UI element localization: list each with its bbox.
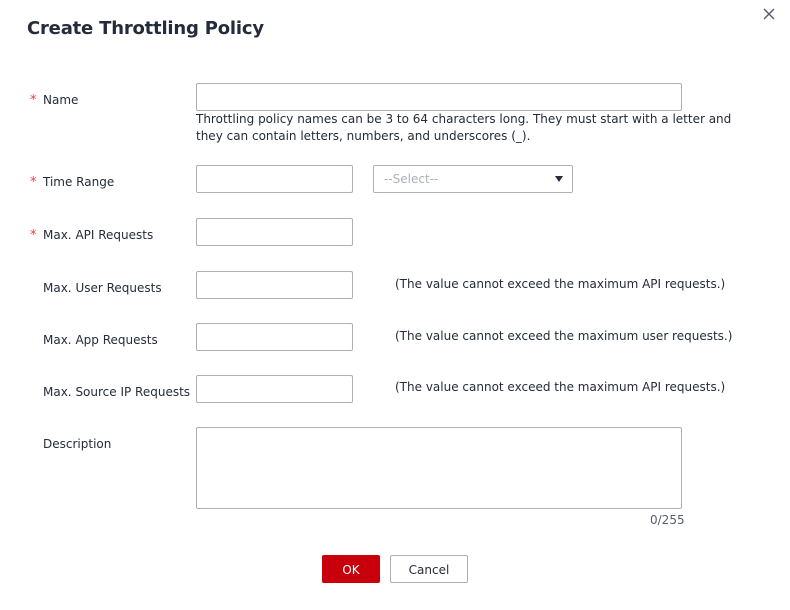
max-api-requests-input[interactable] xyxy=(196,218,353,246)
required-mark-time-range: * xyxy=(30,175,37,190)
close-icon[interactable] xyxy=(760,5,778,23)
max-user-requests-label: Max. User Requests xyxy=(43,281,162,295)
max-api-requests-label: Max. API Requests xyxy=(43,228,154,242)
name-input[interactable] xyxy=(196,83,682,111)
max-app-requests-label: Max. App Requests xyxy=(43,333,158,347)
dialog-title: Create Throttling Policy xyxy=(27,18,264,39)
max-app-requests-note: (The value cannot exceed the maximum user requests.) xyxy=(395,329,733,343)
max-app-requests-input[interactable] xyxy=(196,323,353,351)
name-label: Name xyxy=(43,93,79,107)
cancel-button[interactable]: Cancel xyxy=(390,555,468,583)
time-unit-select[interactable] xyxy=(373,165,573,193)
max-source-ip-requests-label: Max. Source IP Requests xyxy=(43,385,191,399)
max-source-ip-requests-input[interactable] xyxy=(196,375,353,403)
description-textarea[interactable] xyxy=(196,427,682,509)
description-char-counter: 0/255 xyxy=(650,513,685,527)
time-range-input[interactable] xyxy=(196,165,353,193)
required-mark-max-api-requests: * xyxy=(30,228,37,243)
description-label: Description xyxy=(43,437,112,451)
caret-down-icon xyxy=(555,176,563,182)
max-source-ip-requests-note: (The value cannot exceed the maximum API requests.) xyxy=(395,380,726,394)
max-user-requests-input[interactable] xyxy=(196,271,353,299)
time-unit-select-value: --Select-- xyxy=(384,172,439,186)
required-mark-name: * xyxy=(30,93,37,108)
name-hint: Throttling policy names can be 3 to 64 characters long. They must start with a letter and they can contain letters, numbers, and underscores (_). xyxy=(196,112,732,143)
max-user-requests-note: (The value cannot exceed the maximum API requests.) xyxy=(395,277,726,291)
time-range-label: Time Range xyxy=(43,175,115,189)
ok-button[interactable]: OK xyxy=(322,555,380,583)
